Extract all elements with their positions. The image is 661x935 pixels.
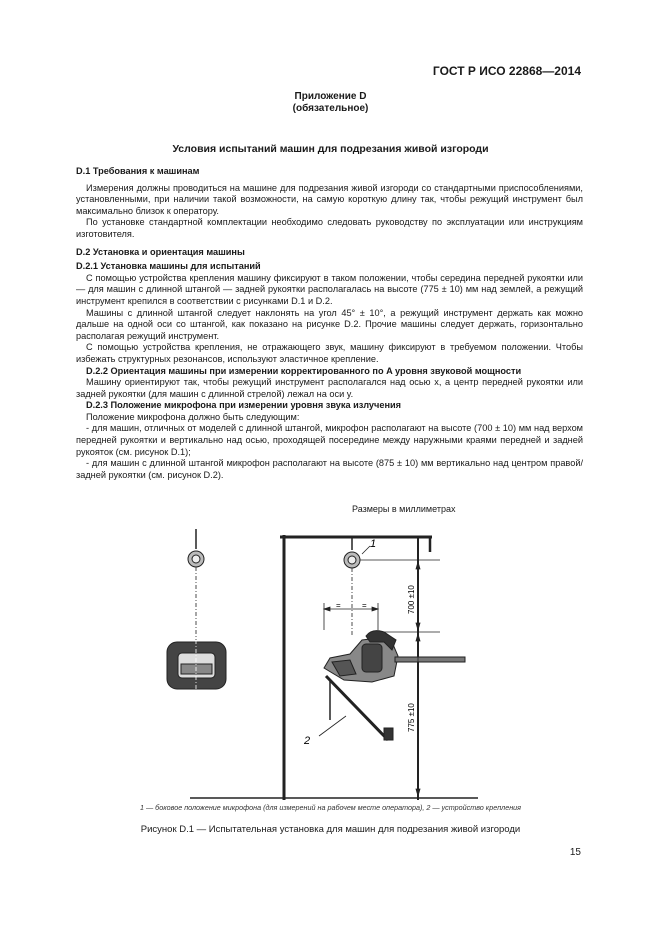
d1-heading: D.1 Требования к машинам	[76, 166, 200, 176]
d2-heading: D.2 Установка и ориентация машины	[76, 246, 245, 257]
equal-mark-right: =	[362, 601, 367, 610]
machine-end-view	[167, 640, 226, 690]
appendix-title: Приложение D	[294, 91, 367, 102]
label-1: 1	[370, 538, 377, 550]
figure-legend: 1 — боковое положение микрофона (для измерений на рабочем месте оператора), 2 — устройство крепления	[140, 803, 521, 812]
standard-id: ГОСТ Р ИСО 22868—2014	[432, 64, 581, 78]
figure-caption: Рисунок D.1 — Испытательная установка для машин для подрезания живой изгороди	[140, 824, 521, 835]
equal-spacing-dimension	[324, 603, 378, 630]
microphone	[344, 538, 370, 635]
d23-heading: D.2.3 Положение микрофона при измерении уровня звука излучения	[86, 400, 402, 411]
dimensions-note: Размеры в миллиметрах	[352, 504, 456, 514]
d23-list-item-1: - для машин, отличных от моделей с длинной штангой, микрофон располагают на высоте (700 ± 10) мм над верхом передней рукоятки и вертикально над осью, проходящей посередине между наружными краями передней и задней рукояток (см. рисунок D.1);	[76, 423, 583, 457]
d23-paragraph-1: Положение микрофона должно быть следующим:	[86, 411, 300, 422]
equal-mark-left: =	[336, 601, 341, 610]
d21-paragraph-1: С помощью устройства крепления машину фиксируют в таком положении, чтобы середина передней рукоятки или — для машин с длинной штангой — задней рукоятки располагалась на высоте (775 ± 10) мм над землей, а режущий инструмент крепился в соответствии с рисунками D.1 и D.2.	[76, 272, 583, 306]
dimension-775: 775 ±10	[407, 703, 416, 732]
d21-paragraph-3: С помощью устройства крепления, не отражающего звук, машину фиксируют в требуемом положении. Чтобы избежать структурных резонансов, используют эластичное крепление.	[76, 342, 583, 364]
appendix-status: (обязательное)	[292, 103, 369, 114]
dimension-700: 700 ±10	[407, 585, 416, 614]
d21-paragraph-2: Машины с длинной штангой следует наклонять на угол 45° ± 10°, а режущий инструмент держать как можно дальше на одной оси со штангой, как показано на рисунке D.2. Прочие машины следует держать, горизонтально располагая режущий инструмент.	[76, 307, 583, 341]
side-microphone	[188, 529, 204, 640]
reference-lines	[360, 560, 440, 632]
d1-paragraph-2: По установке стандартной комплектации необходимо следовать руководству по эксплуатации или инструкциям изготовителя.	[76, 217, 583, 239]
d22-heading: D.2.2 Ориентация машины при измерении корректированного по A уровня звуковой мощности	[86, 365, 522, 376]
label-2: 2	[304, 735, 311, 747]
d22-paragraph-1: Машину ориентируют так, чтобы режущий инструмент располагался над осью x, а центр передней рукоятки или задней рукоятки (для машин с длинной стрелой) лежал на оси y.	[76, 377, 583, 399]
height-dimensions	[416, 562, 420, 796]
hedge-trimmer	[319, 631, 465, 740]
section-title: Условия испытаний машин для подрезания живой изгороди	[172, 143, 489, 155]
d1-paragraph-1: Измерения должны проводиться на машине для подрезания живой изгороди со стандартными приспособлениями, установленными, при наличии такой возможности, на самую короткую длину так, чтобы режущий инструмент был максимально близок к оператору.	[76, 182, 583, 216]
d21-heading: D.2.1 Установка машины для испытаний	[76, 261, 261, 272]
page-number: 15	[569, 847, 581, 858]
d23-list-item-2: - для машин с длинной штангой микрофон располагают на высоте (875 ± 10) мм вертикально над центром правой/задней рукоятки (см. рисунок D.2).	[76, 458, 583, 480]
